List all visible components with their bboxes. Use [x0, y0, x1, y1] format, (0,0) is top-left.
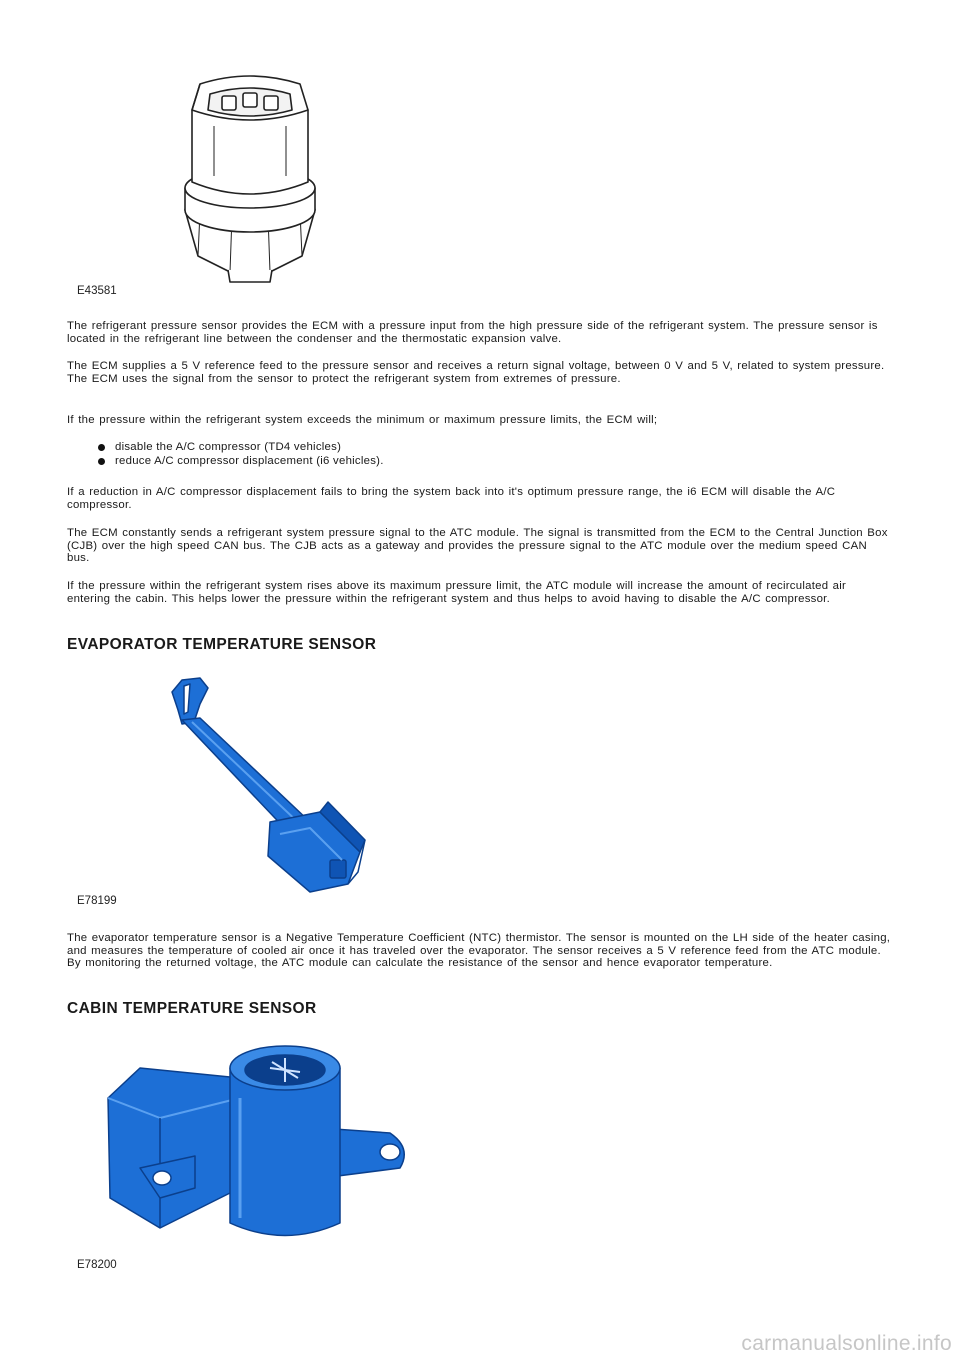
list-item [98, 441, 384, 455]
paragraph-evaporator-sensor: The evaporator temperature sensor is a Negative Temperature Coefficient (NTC) thermistor. The sensor is mounted on the LH side of the heater casing, and measures the temperature of cooled air once it has traveled over the evaporator. The sensor receives a 5 V reference feed from the ATC module. By monitoring the returned voltage, the ATC module can calculate the resistance of the sensor and hence evaporator temperature. [67, 932, 891, 970]
paragraph-pressure-sensor-intro: The refrigerant pressure sensor provides the ECM with a pressure input from the high pressure side of the refrigerant system. The pressure sensor is located in the refrigerant line between the condenser and the thermostatic expansion valve. [67, 320, 878, 345]
evaporator-sensor-illustration [160, 672, 380, 897]
list-item [98, 455, 384, 469]
paragraph-pressure-limits: If the pressure within the refrigerant system exceeds the minimum or maximum pressure limits, the ECM will; [67, 414, 658, 426]
list-item-text: disable the A/C compressor (TD4 vehicles) [115, 441, 342, 453]
site-watermark: carmanualsonline.info [741, 1332, 952, 1355]
pressure-sensor-illustration [170, 70, 330, 285]
paragraph-recirculation: If the pressure within the refrigerant system rises above its maximum pressure limit, the ATC module will increase the amount of recirculated air entering the cabin. This helps lower the pressure within the refrigerant system and thus helps to avoid having to disable the A/C compressor. [67, 580, 847, 605]
paragraph-ecm-supply: The ECM supplies a 5 V reference feed to the pressure sensor and receives a return signal voltage, between 0 V and 5 V, related to system pressure. The ECM uses the signal from the sensor to protect the refrigerant system from extremes of pressure. [67, 360, 885, 385]
figure-id-e78199: E78199 [77, 895, 117, 907]
ecm-action-list [98, 441, 384, 468]
heading-cabin-temperature-sensor: CABIN TEMPERATURE SENSOR [67, 1000, 317, 1017]
paragraph-displacement-reduction: If a reduction in A/C compressor displacement fails to bring the system back into it's optimum pressure range, the i6 ECM will disable the A/C compressor. [67, 486, 836, 511]
cabin-sensor-illustration [100, 1038, 420, 1248]
heading-evaporator-temperature-sensor: EVAPORATOR TEMPERATURE SENSOR [67, 636, 377, 653]
paragraph-ecm-to-atc: The ECM constantly sends a refrigerant system pressure signal to the ATC module. The signal is transmitted from the ECM to the Central Junction Box (CJB) over the high speed CAN bus. The CJB acts as a gateway and provides the pressure signal to the ATC module over the medium speed CAN bus. [67, 527, 888, 565]
bullet-icon [98, 444, 105, 451]
bullet-icon [98, 458, 105, 465]
figure-id-e43581: E43581 [77, 285, 117, 297]
figure-id-e78200: E78200 [77, 1259, 117, 1271]
list-item-text: reduce A/C compressor displacement (i6 vehicles). [115, 454, 384, 467]
